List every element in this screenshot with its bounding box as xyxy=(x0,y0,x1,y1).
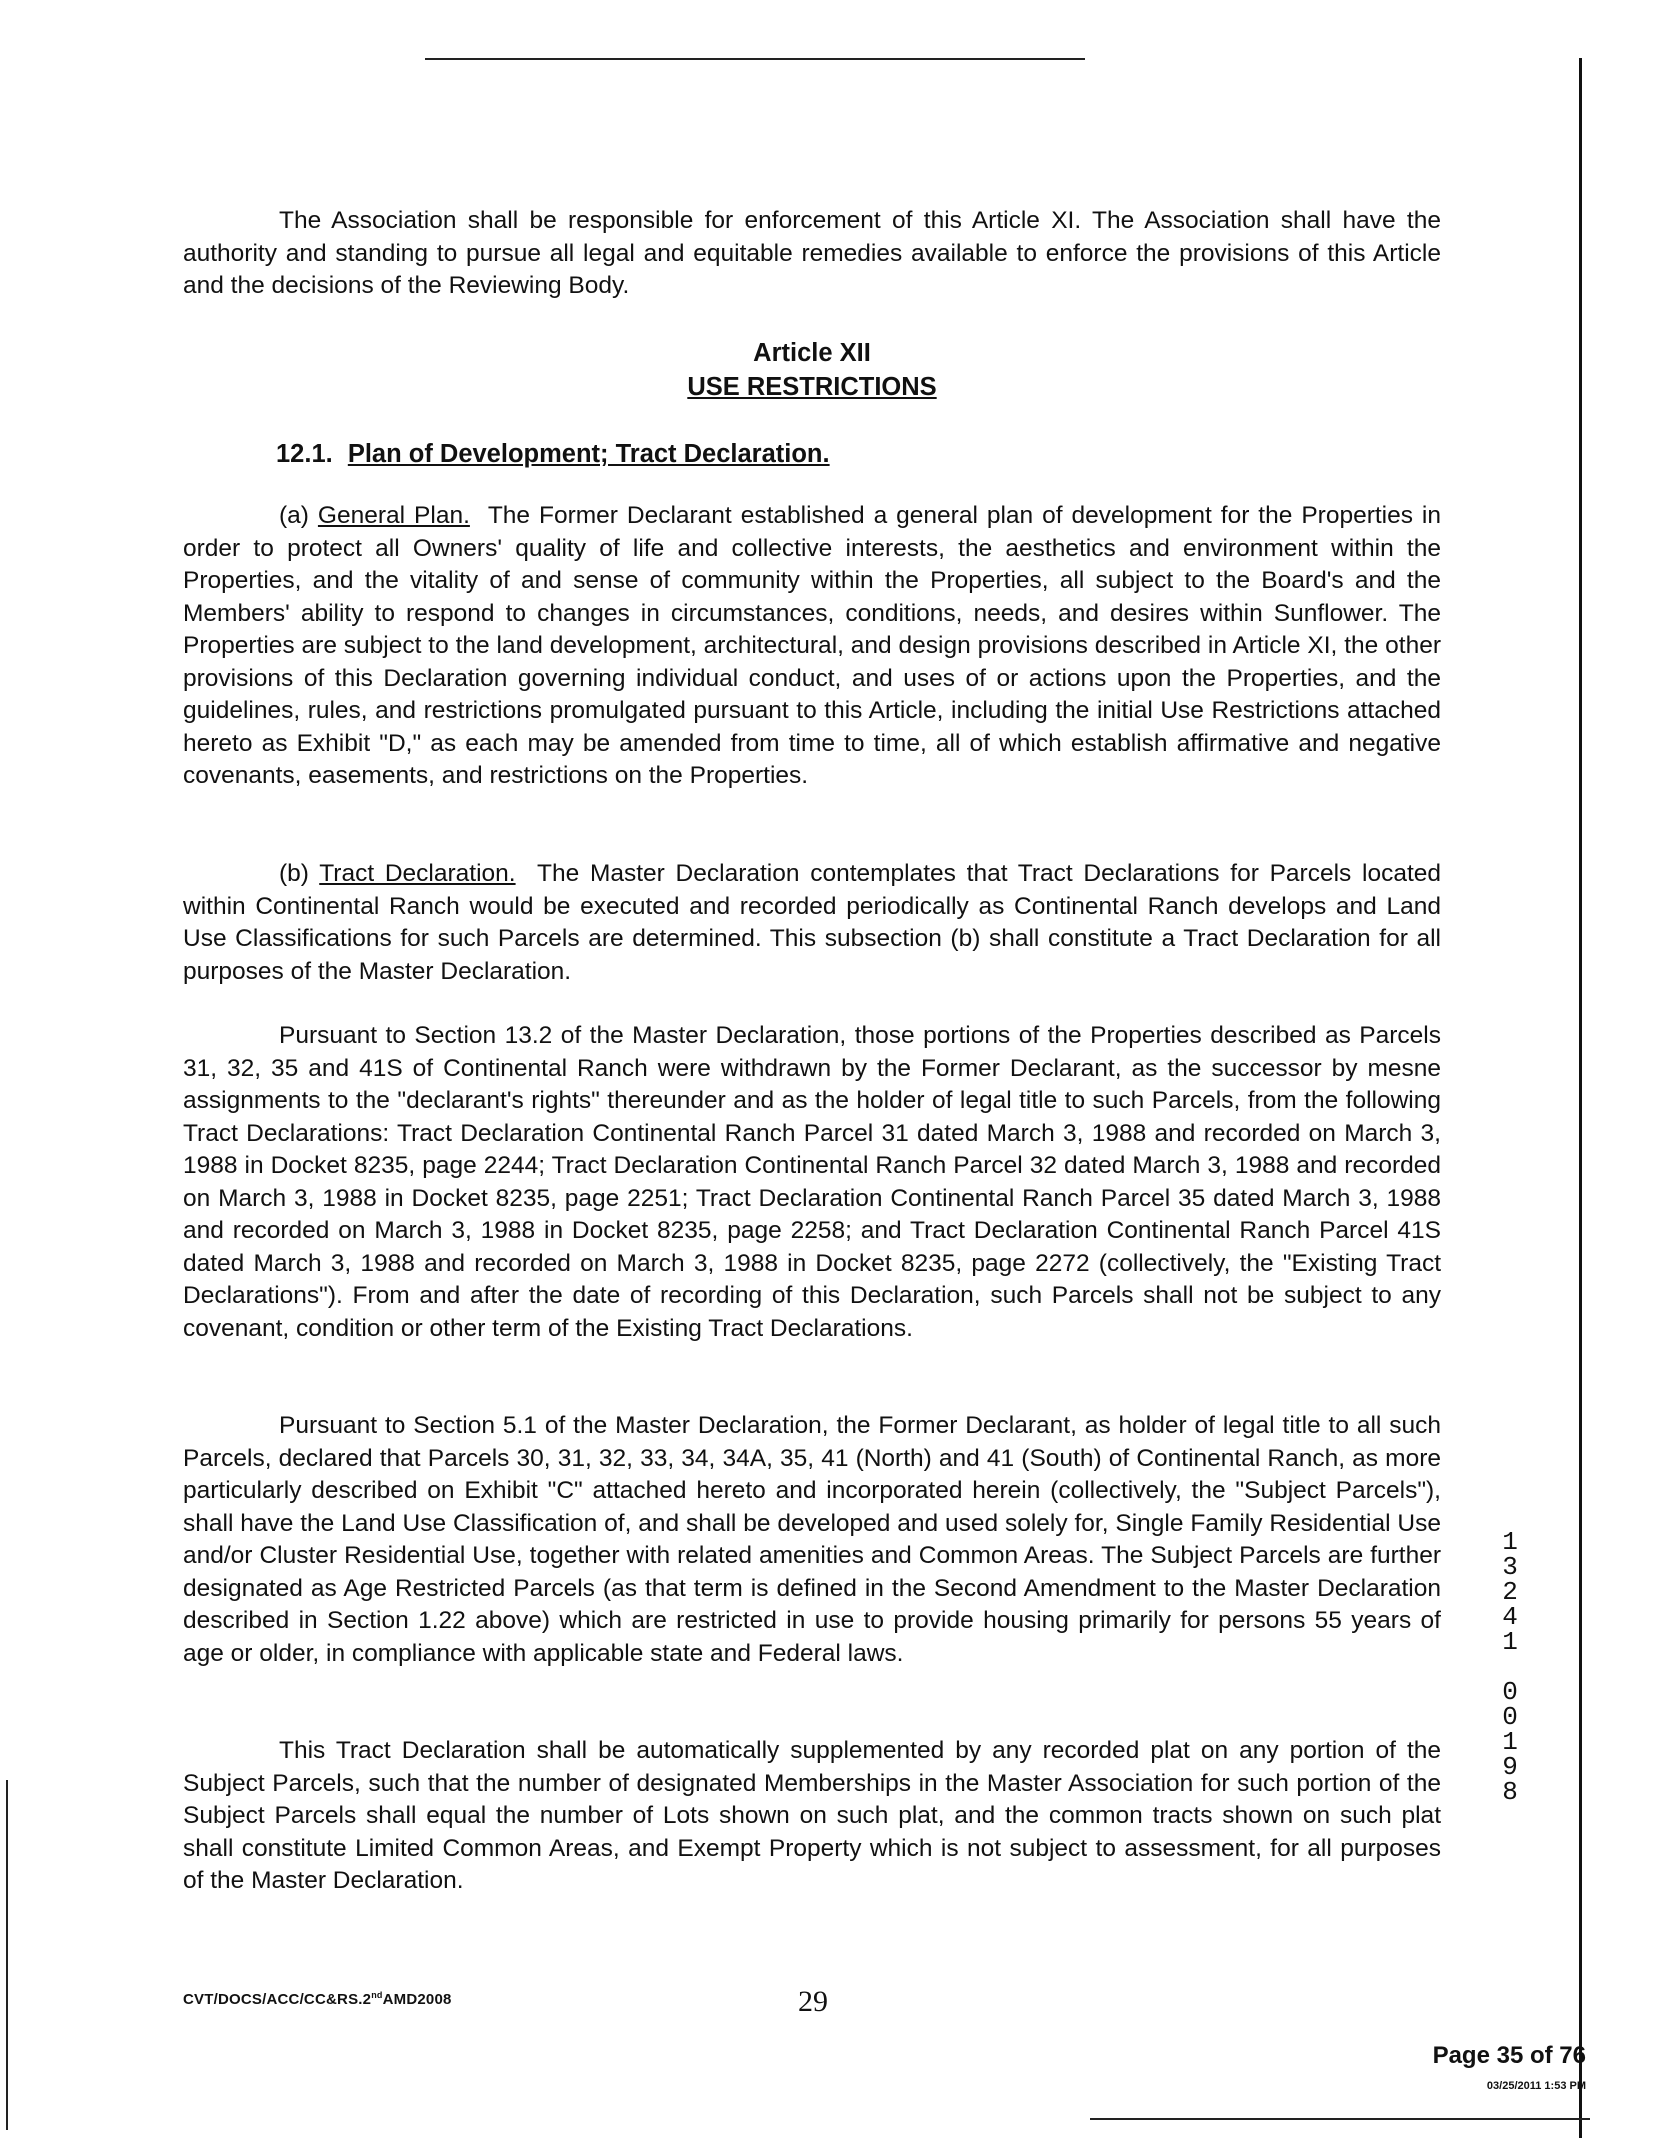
article-title: USE RESTRICTIONS xyxy=(687,373,937,401)
section-title: Plan of Development; Tract Declaration. xyxy=(347,440,830,468)
paragraph-supplement: This Tract Declaration shall be automatically supplemented by any recorded plat on any portion of the Subject Parcels, such that the number of designated Memberships in the Master Association for such portion of the Subject Parcels shall equal the number of Lots shown on such plat, and the common tracts shown on such plat shall constitute Limited Common Areas, and Exempt Property which is not subject to assessment, for all purposes of the Master Declaration. xyxy=(183,1737,1441,1894)
paragraph-a-text: The Former Declarant established a general plan of development for the Properties in order to protect all Owners' quality of life and collective interests, the aesthetics and environment within the Properties, and the vitality of and sense of community within the Properties, all subject to the Board's and the Members' ability to respond to changes in circumstances, conditions, needs, and desires within Sunflower. The Properties are subject to the land development, architectural, and design provisions described in Article XI, the other provisions of this Declaration governing individual conduct, and uses of or actions upon the Properties, and the guidelines, rules, and restrictions promulgated pursuant to this Article, including the initial Use Restrictions attached hereto as Exhibit "D," as each may be amended from time to time, all of which establish affirmative and negative covenants, easements, and restrictions on the Properties. xyxy=(183,502,1442,789)
doc-ref-prefix: CVT/DOCS/ACC/CC&RS.2 xyxy=(183,1991,372,2008)
article-number: Article XII xyxy=(753,339,871,367)
paragraph-b-heading: Tract Declaration. xyxy=(319,860,516,887)
doc-ref-suffix: AMD2008 xyxy=(382,1991,452,2008)
paragraph-section-5-1: Pursuant to Section 5.1 of the Master Declaration, the Former Declarant, as holder of legal title to all such Parcels, declared that Parcels 30, 31, 32, 33, 34, 34A, 35, 41 (North) and 41 (South) of Continental Ranch, as more particularly described on Exhibit "C" attached hereto and incorporated herein (collectively, the "Subject Parcels"), shall have the Land Use Classification of, and shall be developed and used solely for, Single Family Residential Use and/or Cluster Residential Use, together with related amenities and Common Areas. The Subject Parcels are further designated as Age Restricted Parcels (as that term is defined in the Second Amendment to the Master Declaration described in Section 1.22 above) which are restricted in use to provide housing primarily for persons 55 years of age or older, in compliance with applicable state and Federal laws. xyxy=(183,1412,1441,1667)
paragraph-a-general-plan xyxy=(183,500,1441,793)
recording-stamp-vertical: 1 3 2 4 1 0 0 1 9 8 xyxy=(1502,1527,1518,1807)
page-number: 29 xyxy=(798,1985,828,2018)
section-number: 12.1. xyxy=(276,440,333,468)
doc-ref-sup: nd xyxy=(371,1990,383,2000)
top-rule xyxy=(425,58,1085,60)
paragraph-b-text: The Master Declaration contemplates that Tract Declarations for Parcels located within Continental Ranch would be executed and recorded periodically as Continental Ranch develops and Land Use Classifications for such Parcels are determined. This subsection (b) shall constitute a Tract Declaration for all purposes of the Master Declaration. xyxy=(183,860,1442,985)
intro-paragraph: The Association shall be responsible for enforcement of this Article XI. The Association shall have the authority and standing to pursue all legal and equitable remedies available to enforce the provisions of this Article and the decisions of the Reviewing Body. xyxy=(183,207,1441,299)
document-reference xyxy=(183,1990,452,2008)
left-margin-rule xyxy=(6,1780,8,2130)
page-of-total: Page 35 of 76 xyxy=(1432,2042,1586,2069)
recording-timestamp: 03/25/2011 1:53 PM xyxy=(1486,2080,1586,2092)
section-12-1-heading xyxy=(276,440,830,469)
paragraph-a-heading: General Plan. xyxy=(317,502,470,529)
paragraph-b-tract-declaration xyxy=(183,858,1441,988)
paragraph-a-label: (a) xyxy=(279,502,309,529)
paragraph-b-label: (b) xyxy=(279,860,309,887)
right-margin-rule xyxy=(1579,58,1582,2138)
paragraph-section-13-2: Pursuant to Section 13.2 of the Master Declaration, those portions of the Properties described as Parcels 31, 32, 35 and 41S of Continental Ranch were withdrawn by the Former Declarant, as the successor by mesne assignments to the "declarant's rights" thereunder and as the holder of legal title to such Parcels, from the following Tract Declarations: Tract Declaration Continental Ranch Parcel 31 dated March 3, 1988 and recorded on March 3, 1988 in Docket 8235, page 2244; Tract Declaration Continental Ranch Parcel 32 dated March 3, 1988 and recorded on March 3, 1988 in Docket 8235, page 2251; Tract Declaration Continental Ranch Parcel 35 dated March 3, 1988 and recorded on March 3, 1988 in Docket 8235, page 2258; and Tract Declaration Continental Ranch Parcel 41S dated March 3, 1988 and recorded on March 3, 1988 in Docket 8235, page 2272 (collectively, the "Existing Tract Declarations"). From and after the date of recording of this Declaration, such Parcels shall not be subject to any covenant, condition or other term of the Existing Tract Declarations. xyxy=(183,1022,1441,1342)
bottom-rule xyxy=(1090,2118,1590,2120)
